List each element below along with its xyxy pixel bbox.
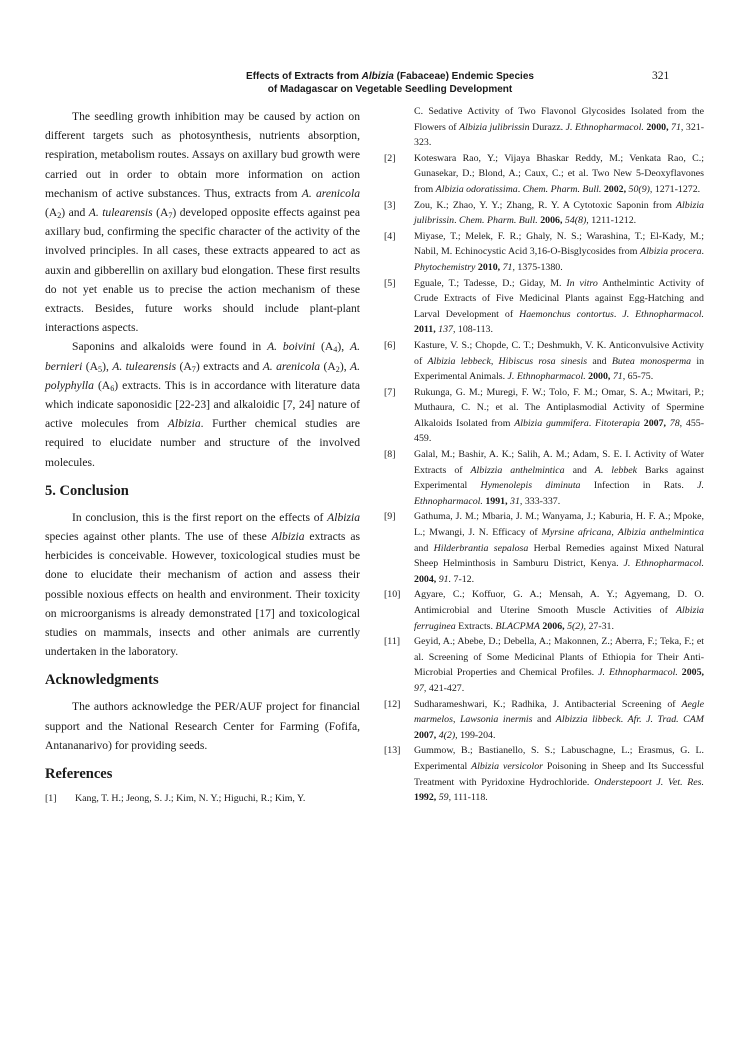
reference-item-6: [6] Kasture, V. S.; Chopde, C. T.; Deshmukh, V. K. Anticonvulsive Activity of Albizia lebbeck, Hibiscus rosa sinesis and Butea monosperma in Experimental Animals. J. Ethnopharmacol. 2000, 71, 65-75. (384, 339, 705, 383)
reference-number: [1] (45, 793, 57, 805)
paragraph-acknowledgments: The authors acknowledge the PER/AUF project for financial support and the National Research Center for Farming (Fofifa, Antananarivo) for providing seeds. (45, 700, 360, 752)
left-column (45, 107, 360, 806)
reference-item-12: [12] Sudharameshwari, K.; Radhika, J. Antibacterial Screening of Aegle marmelos, Lawsonia inermis and Albizzia libbeck. Afr. J. Trad. CAM 2007, 4(2), 199-204. (384, 698, 705, 741)
reference-item-5: [5] Eguale, T.; Tadesse, D.; Giday, M. In vitro Anthelmintic Activity of Crude Extracts of Five Medicinal Plants against Egg-Hatching and Larval Development of Haemonchus contortus. J. Ethnopharmacol. 2011, 137, 108-113. (384, 277, 704, 336)
reference-item-10: [10] Agyare, C.; Koffuor, G. A.; Mensah, A. Y.; Agyemang, D. O. Antimicrobial and Uterine Smooth Muscle Activities of Albizia ferruginea Extracts. BLACPMA 2006, 5(2), 27-31. (384, 589, 704, 632)
reference-item-1-continued: C. Sedative Activity of Two Flavonol Glycosides Isolated from the Flowers of Albizia julibrissin Durazz. J. Ethnopharmacol. 2000, 71, 321-323. (414, 106, 705, 149)
paragraph-seedling-inhibition: The seedling growth inhibition may be caused by action on different targets such as photosynthesis, nutrients absorption, respiration, metabolism routes. Assays on axillary bud growth were carried out in order to obtain more information on action mechanism of active substances. Thus, extracts from A. arenicola $(A_2)$ and A. tulearensis $(A_7)$ developed opposite effects against pea axillary bud, confirming the specific character of the activity of the involved principles. In all cases, these extracts appeared to act as auxin and gibberellin on axillary bud elongation. These first results do not yet enable us to precise the action mechanism of these extracts. Besides, future works should include plant-plant interactions aspects. (45, 110, 360, 335)
reference-item-2: [2] Koteswara Rao, Y.; Vijaya Bhaskar Reddy, M.; Venkata Rao, C.; Gunasekar, D.; Blond, A.; Caux, C.; et al. Two New 5-Deoxyflavones from Albizia odoratissima. Chem. Pharm. Bull. 2002, 50(9), 1271-1272. (384, 152, 704, 195)
reference-item-7: [7] Rukunga, G. M.; Muregi, F. W.; Tolo, F. M.; Omar, S. A.; Mwitari, P.; Muthaura, C. N.; et al. The Antiplasmodial Activity of Spermine Alkaloids Isolated from Albizia gummifera. Fitoterapia 2007, 78, 455-459. (384, 386, 705, 445)
reference-item-11: [11] Geyid, A.; Abebe, D.; Debella, A.; Makonnen, Z.; Aberra, F.; Teka, F.; et al. Screening of Some Medicinal Plants of Ethiopia for Their Anti-Microbial Properties and Chemical Profiles. J. Ethnopharmacol. 2005, 97, 421-427. (384, 636, 704, 694)
reference-item-1 (45, 791, 360, 806)
acknowledgments-heading: Acknowledgments (45, 672, 159, 689)
reference-item-9: [9] Gathuma, J. M.; Mbaria, J. M.; Wanyama, J.; Kaburia, H. F. A.; Mpoke, L.; Mwangi, J. N. Efficacy of Myrsine africana, Albizia anthelmintica and Hilderbrantia sepalosa Herbal Remedies against Mixed Natural Sheep Helminthosis in Samburu District, Kenya. J. Ethnopharmacol. 2004, 91. 7-12. (384, 511, 704, 585)
reference-text: Kang, T. H.; Jeong, S. J.; Kim, N. Y.; Higuchi, R.; Kim, Y. (75, 793, 306, 805)
page-number: 321 (652, 70, 670, 82)
reference-item-8: [8] Galal, M.; Bashir, A. K.; Salih, A. M.; Adam, S. E. I. Activity of Water Extracts of Albizzia anthelmintica and A. lebbek Barks against Experimental Hymenolepis diminuta Infection in Rats. J. Ethnopharmacol. 1991, 31, 333-337. (384, 449, 704, 507)
references-heading: References (45, 766, 113, 783)
right-column (384, 104, 704, 806)
reference-item-13: [13] Gummow, B.; Bastianello, S. S.; Labuschagne, L.; Erasmus, G. L. Experimental Albizia versicolor Poisoning in Sheep and Its Successful Treatment with Pyridoxine Hydrochloride. Onderstepoort J. Vet. Res. 1992, 59, 111-118. (384, 745, 704, 804)
reference-item-4: [4] Miyase, T.; Melek, F. R.; Ghaly, N. S.; Warashina, T.; El-Kady, M.; Nabil, M. Echinocystic Acid 3,16-O-Bisglycosides from Albizia procera. Phytochemistry 2010, 71, 1375-1380. (384, 230, 704, 273)
paragraph-conclusion: In conclusion, this is the first report on the effects of Albizia species against other plants. The use of these Albizia extracts as herbicides is conceivable. However, toxicological studies must be done to elucidate their mechanism of action and assess their possible noxious effects on health and environment. Their toxicity on microorganisms is already demonstrated [17] and toxicological studies on mammals, insects and other animals are currently undertaken in the laboratory. (45, 510, 360, 659)
running-header-title: Effects of Extracts from Albizia (Fabaceae) Endemic Species of Madagascar on Vegetable Seedling Development (246, 71, 534, 95)
paragraph-saponins-alkaloids: Saponins and alkaloids were found in A. boivini $(A_4)$, A. bernieri $(A_5)$, A. tulearensis $(A_7)$ extracts and A. arenicola $(A_2)$, A. polyphylla $(A_6)$ extracts. This is in accordance with literature data which indicate saponosidic [22-23] and alkaloidic [7, 24] nature of active molecules from Albizia. Further chemical studies are required to elucidate number and structure of the involved molecules. (45, 340, 360, 469)
conclusion-heading: 5. Conclusion (45, 482, 129, 499)
reference-item-3: [3] Zou, K.; Zhao, Y. Y.; Zhang, R. Y. A Cytotoxic Saponin from Albizia julibrissin. Chem. Pharm. Bull. 2006, 54(8), 1211-1212. (384, 199, 704, 227)
